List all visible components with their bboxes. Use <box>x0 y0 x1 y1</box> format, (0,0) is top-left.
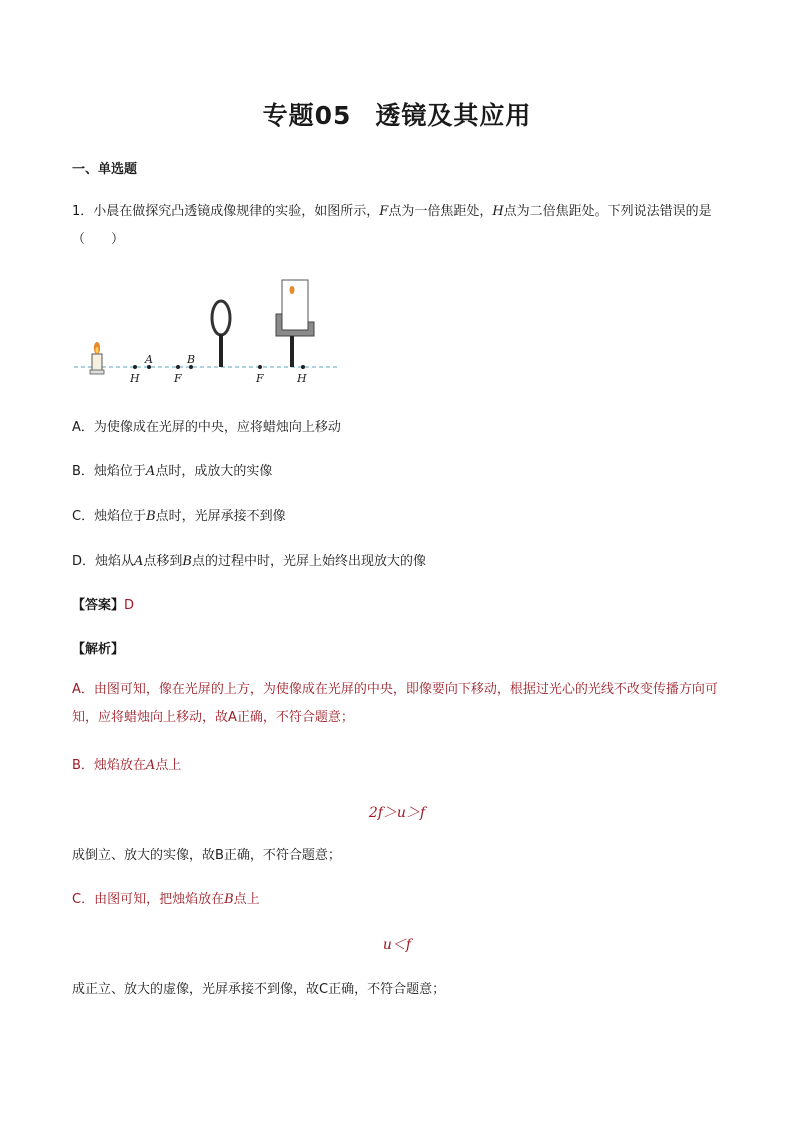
analysis-a: A．由图可知，像在光屏的上方，为使像成在光屏的中央，即像要向下移动，根据过光心的光线不改变传播方向可知，应将蜡烛向上移动，故A正确，不符合题意； <box>72 682 718 725</box>
option-c <box>72 505 286 524</box>
option-b <box>72 460 272 479</box>
analysis-b-pre: B．烛焰放在 <box>72 758 146 773</box>
point-f-right <box>258 365 262 369</box>
analysis-b-conclusion: 成倒立、放大的实像，故B正确，不符合题意； <box>72 848 341 863</box>
option-d-post: 点的过程中时，光屏上始终出现放大的像 <box>191 554 426 569</box>
label-f-right: F <box>256 372 264 385</box>
option-c-pre: C．烛焰位于 <box>72 509 147 524</box>
section-heading: 一、单选题 <box>72 162 138 177</box>
analysis-b-var: A <box>145 758 156 773</box>
option-d <box>72 550 426 569</box>
analysis-c <box>72 886 724 914</box>
label-f-left: F <box>174 372 182 385</box>
convex-lens-icon <box>212 301 230 367</box>
title-main: 专题05 <box>262 101 352 130</box>
analysis-b <box>72 752 724 780</box>
analysis-c-post: 点上 <box>233 892 260 907</box>
formula-b: 2f＞u＞f <box>368 805 426 821</box>
option-b-pre: B．烛焰位于 <box>72 464 146 479</box>
option-b-post: 点时，成放大的实像 <box>155 464 273 479</box>
analysis-c-var: B <box>224 892 234 907</box>
point-f-left <box>176 365 180 369</box>
option-d-pre: D．烛焰从 <box>72 554 135 569</box>
analysis-c-conclusion: 成正立、放大的虚像，光屏承接不到像，故C正确，不符合题意； <box>72 982 446 997</box>
answer-line <box>72 594 134 613</box>
var-h: H <box>492 204 504 219</box>
analysis-label: 【解析】 <box>72 642 125 657</box>
light-screen-icon <box>276 280 314 367</box>
candle-icon <box>90 342 104 374</box>
label-b: B <box>187 353 196 366</box>
option-d-mid: 点移到 <box>143 554 183 569</box>
option-b-var: A <box>145 464 156 479</box>
question-stem <box>72 198 724 254</box>
question-text-3: 点为二倍焦距处。下列说法错误的是（ ） <box>72 204 712 247</box>
formula-c: u＜f <box>382 937 412 953</box>
option-c-post: 点时，光屏承接不到像 <box>155 509 286 524</box>
question-text-2: 点为一倍焦距处， <box>388 204 493 219</box>
question-text-1: 1．小晨在做探究凸透镜成像规律的实验，如图所示， <box>72 204 380 219</box>
var-f: F <box>379 204 389 219</box>
option-c-var: B <box>146 509 156 524</box>
answer-value: D <box>124 598 135 613</box>
page-title <box>0 96 794 132</box>
point-h-right <box>301 365 305 369</box>
label-h-right: H <box>297 372 307 385</box>
analysis-b-post: 点上 <box>155 758 182 773</box>
analysis-c-pre: C．由图可知，把烛焰放在 <box>72 892 225 907</box>
label-h-left: H <box>130 372 140 385</box>
label-a: A <box>145 353 153 366</box>
answer-label: 【答案】 <box>72 598 125 613</box>
option-d-var2: B <box>182 554 192 569</box>
option-a: A．为使像成在光屏的中央，应将蜡烛向上移动 <box>72 420 341 435</box>
optical-bench-figure <box>70 272 350 387</box>
title-sub: 透镜及其应用 <box>375 101 532 130</box>
point-h-left <box>133 365 137 369</box>
option-d-var1: A <box>134 554 144 569</box>
